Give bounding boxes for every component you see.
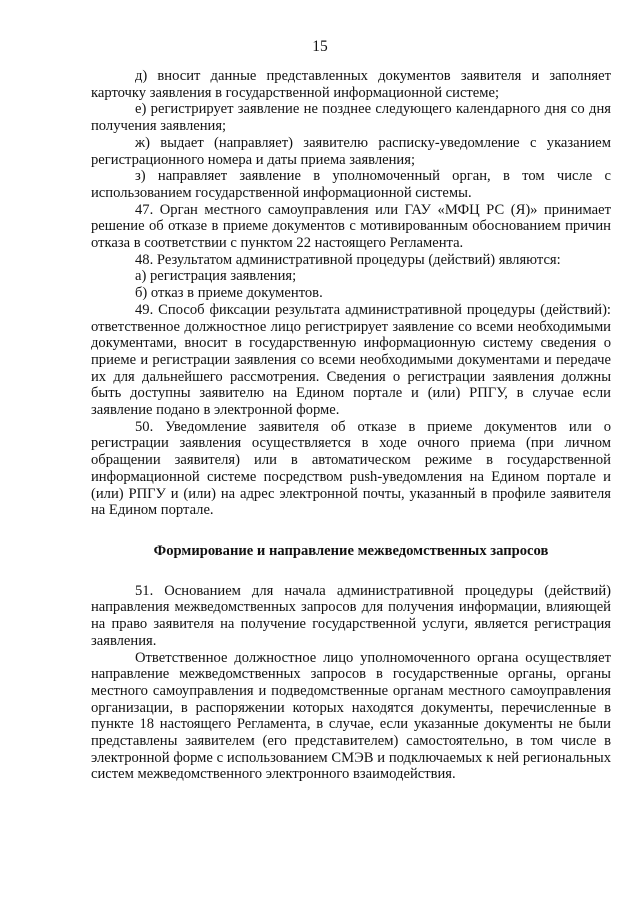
paragraph-responsible-official: Ответственное должностное лицо уполномоченного органа осуществляет направление межведомственных запросов в государственные органы, органы местного самоуправления и подведомственные органам местного самоуправления организации, в распоряжении которых находятся документы, перечисленные в пункте 18 настоящего Регламента, в случае, если указанные документы не были представлены заявителем (его представителем) самостоятельно, в том числе в электронной форме с использованием СМЭВ и подключаемых к ней региональных систем межведомственного электронного взаимодействия. <box>91 649 611 783</box>
section-heading: Формирование и направление межведомственных запросов <box>153 542 549 559</box>
paragraphs-after-heading <box>91 583 611 783</box>
paragraphs-before-heading <box>91 68 611 519</box>
paragraph-item-d: д) вносит данные представленных документов заявителя и заполняет карточку заявления в государственной информационной системе; <box>91 68 611 101</box>
paragraph-48-item-b: б) отказ в приеме документов. <box>135 285 323 302</box>
paragraph-item-zh: ж) выдает (направляет) заявителю расписку-уведомление с указанием регистрационного номера и даты приема заявления; <box>91 134 611 168</box>
paragraph-49: 49. Способ фиксации результата административной процедуры (действий): ответственное должностное лицо регистрирует заявление со всеми необходимыми документами, вносит в государственную информационную систему сведения о приеме и регистрации заявления со всеми необходимыми документами и передаче их для дальнейшего рассмотрения. Сведения о регистрации заявления должны быть доступны заявителю на Едином портале и (или) РПГУ, в случае если заявление подано в электронной форме. <box>91 301 611 419</box>
paragraph-50: 50. Уведомление заявителя об отказе в приеме документов или о регистрации заявления осуществляется в ходе очного приема (при личном обращении заявителя) или в автоматическом режиме в государственной информационной системе посредством push-уведомления на Едином портале и (или) РПГУ и (или) на адрес электронной почты, указанный в профиле заявителя на Едином портале. <box>91 418 611 519</box>
paragraph-48-item-a: а) регистрация заявления; <box>135 268 297 285</box>
paragraph-item-e: е) регистрирует заявление не позднее следующего календарного дня со дня получения заявления; <box>91 101 611 135</box>
paragraph-51: 51. Основанием для начала административной процедуры (действий) направления межведомственных запросов для получения информации, влияющей на право заявителя на получение государственной услуги, является регистрация заявления. <box>91 582 611 649</box>
page-number: 15 <box>312 38 328 55</box>
page-body <box>91 68 611 783</box>
paragraph-item-z: з) направляет заявление в уполномоченный орган, в том числе с использованием государственной информационной системы. <box>91 168 611 201</box>
paragraph-47: 47. Орган местного самоуправления или ГАУ «МФЦ РС (Я)» принимает решение об отказе в приеме документов с мотивированным обоснованием причин отказа в соответствии с пунктом 22 настоящего Регламента. <box>91 201 611 252</box>
paragraph-48: 48. Результатом административной процедуры (действий) являются: <box>135 251 561 268</box>
